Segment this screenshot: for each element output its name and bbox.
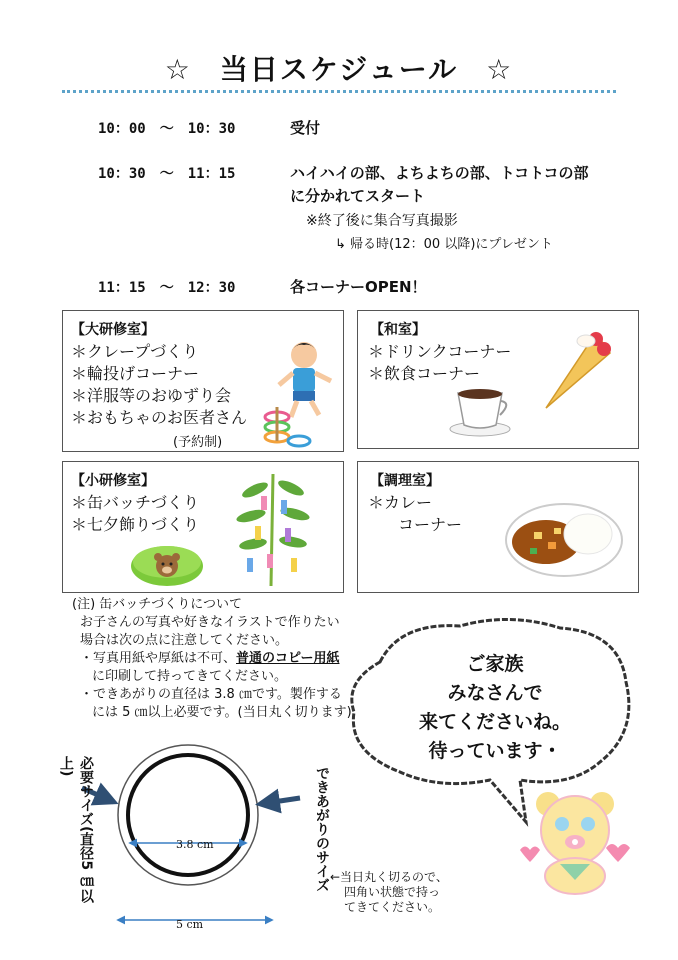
room-title: 【和室】 — [370, 322, 426, 338]
bubble-line: 待っています・ — [428, 740, 562, 762]
boy-ring-toss-illustration — [259, 333, 343, 448]
schedule-desc-1: 受付 — [290, 119, 321, 137]
inner-circle — [128, 755, 248, 875]
room-title: 【大研修室】 — [71, 322, 155, 338]
schedule-time-1: 10：00 〜 10：30 — [98, 121, 236, 137]
cut-note — [330, 870, 448, 915]
cut-note-line: ←当日丸く切るので、 — [330, 870, 448, 884]
schedule-desc-3: 各コーナーOPEN！ — [290, 278, 427, 296]
list-item: コーナー — [398, 515, 463, 534]
schedule-subnote: ↳ 帰る時(12：00 以降)にプレゼント — [335, 237, 553, 252]
list-item: ＊缶バッチづくり — [71, 493, 200, 512]
footnote-line: 場合は次の点に注意してください。 — [80, 633, 289, 648]
tanabata-bamboo-illustration — [233, 466, 313, 588]
coffee-cup-illustration — [446, 379, 514, 439]
list-item: ＊輪投げコーナー — [71, 364, 200, 383]
bear-badge-illustration — [129, 540, 205, 588]
list-item: ＊ドリンクコーナー — [368, 342, 512, 361]
schedule-time-3: 11：15 〜 12：30 — [98, 280, 236, 296]
schedule-note: ※終了後に集合写真撮影 — [306, 213, 458, 229]
title-text: 当日スケジュール — [219, 53, 459, 86]
reservation-note: (予約制) — [173, 435, 223, 450]
crepe-illustration — [538, 323, 618, 413]
footnote-line: には 5 ㎝以上必要です。(当日丸く切ります) — [92, 705, 352, 720]
baby-bear-mascot — [516, 784, 634, 896]
room-title: 【小研修室】 — [71, 473, 155, 489]
room-box-washitsu — [357, 310, 639, 449]
footnote-line: に印刷して持ってきてください。 — [92, 669, 288, 684]
outer-circle — [118, 745, 258, 885]
cut-note-line: 四角い状態で持っ — [344, 885, 441, 899]
bubble-line: 来てくださいね。 — [418, 711, 571, 733]
footnote-bullet: ・できあがりの直径は 3.8 ㎝です。製作する — [80, 687, 342, 702]
required-size-label: 必要サイズ(直径5 ㎝以上) — [58, 756, 94, 904]
star-icon: ☆ — [164, 53, 192, 86]
cut-note-line: てきてください。 — [344, 900, 441, 914]
footnote-emphasis: 普通のコピー用紙 — [236, 651, 340, 666]
schedule-time-2: 10：30 〜 11：15 — [98, 166, 236, 182]
finished-size-label: できあがりのサイズ — [314, 766, 330, 892]
room-box-daikenshu — [62, 310, 344, 452]
inner-size-label: 3.8 cm — [176, 838, 214, 851]
list-item: ＊おもちゃのお医者さん — [71, 408, 248, 427]
footnote-bullet — [80, 650, 340, 668]
bubble-line: ご家族 — [466, 653, 524, 675]
list-item: ＊七夕飾りづくり — [71, 515, 200, 534]
room-items — [71, 492, 199, 536]
list-item: ＊洋服等のおゆずり会 — [71, 386, 232, 405]
footnote-heading: (注) 缶バッチづくりについて — [72, 597, 243, 612]
room-title: 【調理室】 — [370, 473, 440, 489]
outer-size-label: 5 cm — [176, 918, 204, 931]
list-item: ＊飲食コーナー — [368, 364, 481, 383]
room-box-shokenshu — [62, 461, 344, 593]
list-item: ＊クレープづくり — [71, 342, 199, 361]
curry-rice-illustration — [504, 496, 624, 578]
footnote-line: お子さんの写真や好きなイラストで作りたい — [80, 615, 340, 630]
footnote-text: ・写真用紙や厚紙は不可、 — [80, 651, 237, 666]
room-box-chorishitsu — [357, 461, 639, 593]
bubble-line: みなさんで — [447, 682, 543, 704]
page-title — [0, 48, 678, 88]
bubble-message — [370, 650, 620, 766]
list-item: ＊カレー — [368, 493, 433, 512]
star-icon: ☆ — [486, 53, 514, 86]
room-items — [71, 341, 247, 429]
schedule-desc-2a: ハイハイの部、よちよちの部、トコトコの部 — [290, 164, 589, 182]
schedule-desc-2b: に分かれてスタート — [290, 187, 426, 205]
title-divider — [62, 90, 616, 93]
right-arrow — [260, 798, 300, 804]
